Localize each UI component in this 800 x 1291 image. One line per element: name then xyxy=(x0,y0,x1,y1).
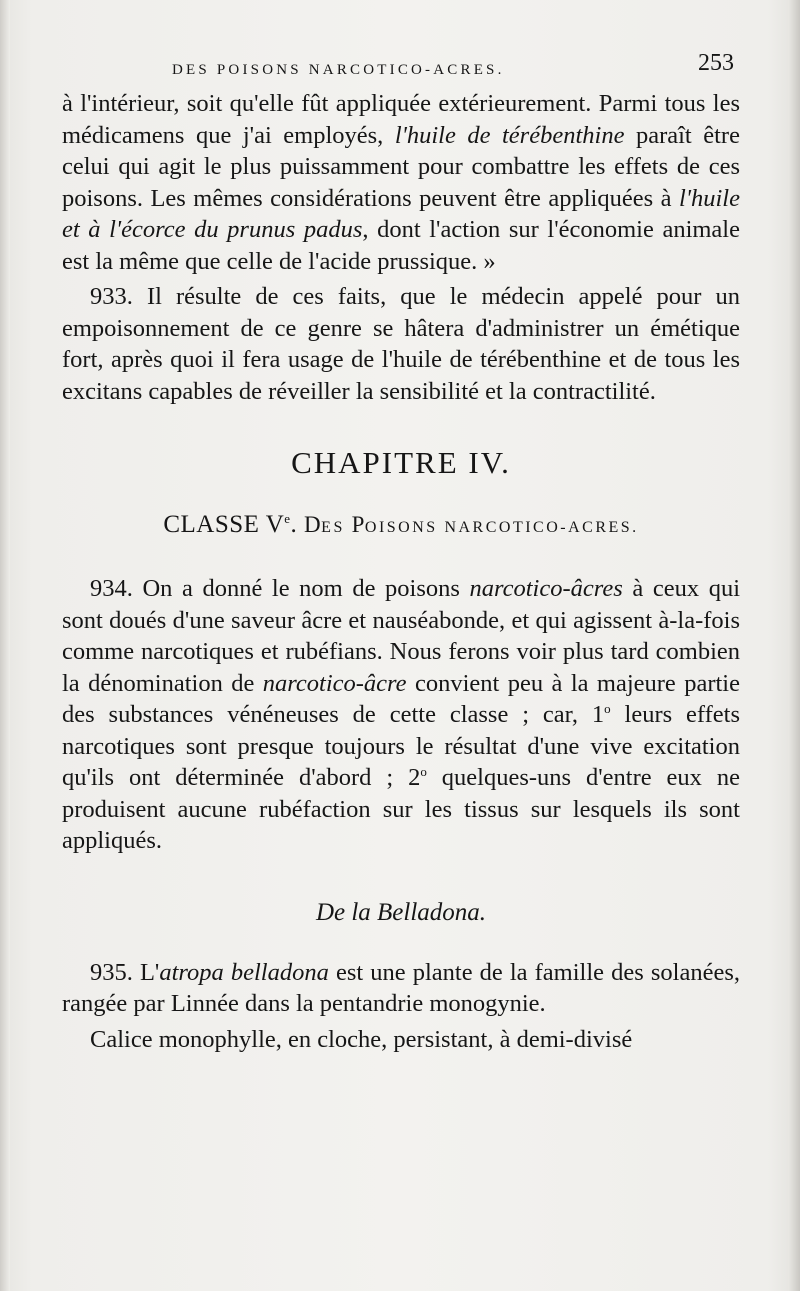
superscript: o xyxy=(604,701,611,716)
paragraph-933: 933. Il résulte de ces faits, que le médecin appelé pour un empoisonnement de ce genre se hâtera d'administrer un émétique fort, après quoi il fera usage de l'huile de térébenthine et de tous les excitans capables de réveiller la sensibilité et la contractilité. xyxy=(62,283,740,405)
page-edge-left xyxy=(0,0,10,1291)
page-number: 253 xyxy=(698,50,734,76)
text-run: , dont l'action sur l'économie animale est la même que celle de l'acide prussique. » xyxy=(62,216,740,275)
italic-run: l'huile de térébenthine xyxy=(394,121,625,149)
paragraph-calice: Calice monophylle, en cloche, persistant, à demi-divisé xyxy=(90,1025,633,1053)
running-head xyxy=(62,48,740,88)
section-title: De la Belladona. xyxy=(315,898,487,926)
page-edge-right xyxy=(788,0,800,1291)
text-run: paraît être celui qui agit le plus puissamment pour combattre les effets de ces poisons. Les mêmes considérations peuvent être appliquées à xyxy=(62,121,740,212)
text-run: convient peu à la majeure partie des substances vénéneuses de cette classe ; car, 1 xyxy=(62,669,740,728)
poisons-rest: OISONS xyxy=(364,519,438,536)
text-run: à l'intérieur, soit qu'elle fût appliquée extérieurement. Parmi tous les médicamens que j'ai employés, xyxy=(62,90,740,149)
italic-run: atropa belladona xyxy=(159,958,329,986)
running-head-title: DES POISONS NARCOTICO-ACRES. xyxy=(172,62,505,78)
class-dot: . xyxy=(290,511,298,538)
class-heading xyxy=(62,511,740,539)
text-run: 935. L' xyxy=(90,958,160,986)
text-block xyxy=(62,48,740,1055)
italic-run: narcotico-âcres xyxy=(469,575,623,602)
text-run: leurs effets narcotiques sont presque toujours le résultat d'une vive excitation qu'ils ont déterminée d'abord ; 2 xyxy=(62,701,740,791)
narcotico-acres: NARCOTICO-ACRES. xyxy=(444,519,639,536)
paragraph-continued xyxy=(62,88,740,277)
paragraph-934 xyxy=(62,573,740,857)
class-superscript: e xyxy=(284,511,291,526)
poisons-initial: P xyxy=(351,512,365,537)
superscript: o xyxy=(420,764,427,779)
paragraph-935 xyxy=(62,957,740,1020)
text-run: est une plante de la famille des solanées, rangée par Linnée dans la pentandrie monogynie. xyxy=(62,958,740,1017)
des-rest: ES xyxy=(321,519,345,536)
chapter-title: CHAPITRE IV. xyxy=(291,445,511,480)
italic-run: l'huile et à l'écorce du prunus padus xyxy=(62,184,740,243)
class-label: CLASSE V xyxy=(163,511,285,538)
des-initial: D xyxy=(304,512,322,537)
text-run: 934. On a donné le nom de poisons xyxy=(90,575,470,602)
text-run: quelques-uns d'entre eux ne produisent aucune rubéfaction sur les tissus sur lesquels ils sont appliqués. xyxy=(62,764,740,854)
italic-run: narcotico-âcre xyxy=(262,669,407,697)
text-run: à ceux qui sont doués d'une saveur âcre et nauséabonde, et qui agissent à-la-fois comme narcotiques et rubéfians. Nous ferons voir plus tard combien la dénomination de xyxy=(62,575,740,697)
